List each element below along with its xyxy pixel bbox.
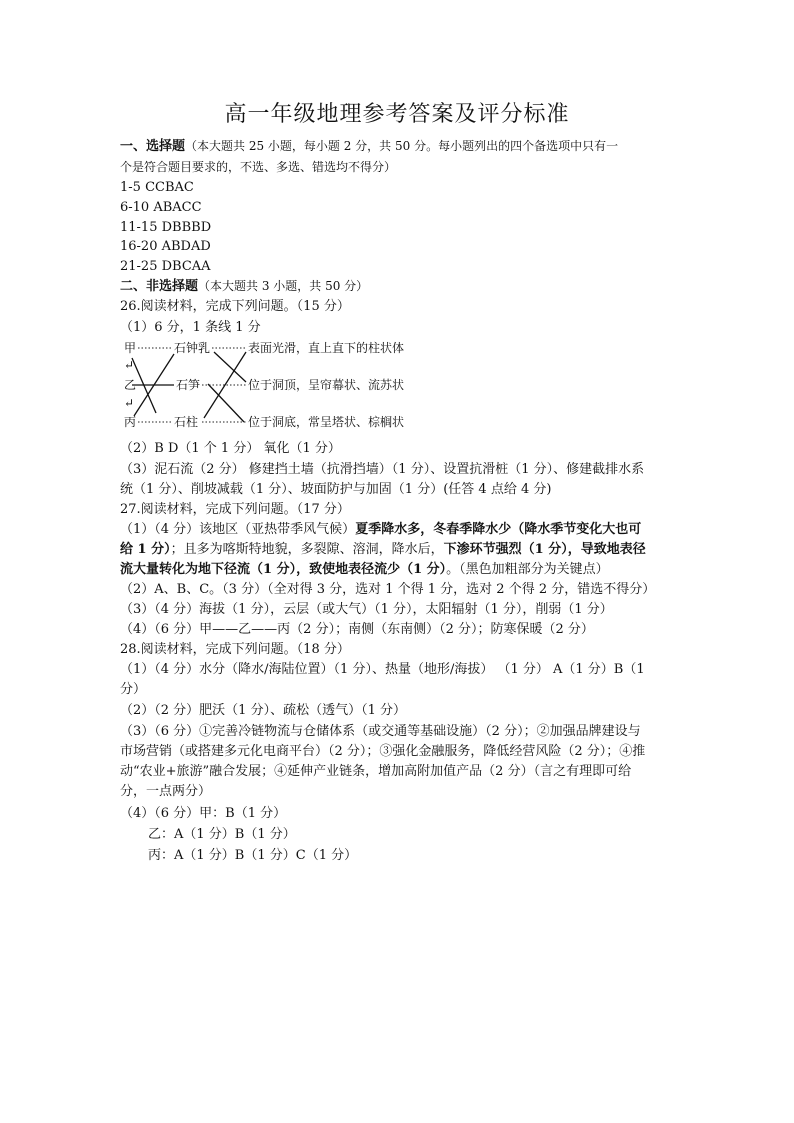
q26-part3-line1: （3）泥石流（2 分） 修建挡土墙（抗滑挡墙）（1 分）、设置抗滑桩（1 分）、修建截排水系 — [120, 462, 645, 477]
q27-part4: （4）（6 分）甲——乙——丙（2 分）；南侧（东南侧）（2 分）；防寒保暖（2 分） — [120, 622, 594, 637]
answer-line: 11-15 DBBBD — [120, 220, 212, 235]
q28-part3-line4: 分，一点两分） — [120, 784, 212, 799]
q28-part1-line1: （1）（4 分）水分（降水/海陆位置）（1 分）、热量（地形/海拔） （1 分） A（1 分）B（1 — [120, 662, 645, 677]
return-mark: ↵ — [124, 396, 135, 410]
return-mark: ↵ — [124, 358, 135, 372]
section2-note: （本大题共 3 小题，共 50 分） — [198, 279, 369, 293]
q27-part1-line2 — [120, 540, 646, 560]
q28-part3-line3: 动“农业+旅游”融合发展；④延伸产业链条，增加高附加值产品（2 分）（言之有理即可给 — [120, 764, 632, 779]
q28-part4-line1: （4）（6 分）甲：B（1 分） — [120, 806, 287, 821]
section1-heading: 一、选择题 — [120, 139, 186, 154]
answer-line: 6-10 ABACC — [120, 200, 202, 215]
q26-part3-line2: 统（1 分）、削坡减载（1 分）、坡面防护与加固（1 分）(任答 4 点给 4 分) — [120, 482, 552, 497]
section1-note-1: （本大题共 25 小题，每小题 2 分，共 50 分。每小题列出的四个备选项中只有一 — [185, 139, 619, 153]
section1-header-line1 — [120, 136, 618, 157]
q28-part2: （2）（2 分）肥沃（1 分）、疏松（透气）（1 分） — [120, 703, 406, 718]
q27-text: （1）（4 分）该地区（亚热带季风气候） — [120, 522, 356, 537]
q27-part1-line1 — [120, 520, 641, 540]
section1-note-2: 个是符合题目要求的，不选、多选、错选均不得分） — [120, 160, 397, 174]
q26-head: 26.阅读材料，完成下列问题。（15 分） — [120, 299, 350, 314]
q27-key-point: 下渗环节强烈（1 分），导致地表径 — [443, 542, 646, 557]
q27-key-point: 夏季降水多，冬春季降水少（降水季节变化大也可 — [355, 522, 642, 537]
q27-text: ；且多为喀斯特地貌，多裂隙、溶洞，降水后， — [170, 542, 444, 557]
q27-head: 27.阅读材料，完成下列问题。（17 分） — [120, 502, 350, 517]
q28-part3-line1: （3）（6 分）①完善冷链物流与仓储体系（或交通等基础设施）（2 分）；②加强品牌建设与 — [120, 724, 641, 739]
q27-part3: （3）（4 分）海拔（1 分），云层（或大气）（1 分），太阳辐射（1 分），削弱（1 分） — [120, 602, 613, 617]
diagram-mid-label: 石笋 — [176, 378, 201, 392]
answer-line: 1-5 CCBAC — [120, 180, 194, 195]
q28-part1-line2: 分） — [120, 682, 147, 697]
q27-text: 。（黑色加粗部分为关键点） — [446, 562, 609, 577]
q26-part2: （2）B D（1 个 1 分） 氧化（1 分） — [120, 441, 341, 456]
q27-part2: （2）A、B、C。（3 分）（全对得 3 分，选对 1 个得 1 分，选对 2 个得 2 分，错选不得分） — [120, 582, 656, 597]
diagram-right-label: 表面光滑，直上直下的柱状体 — [248, 341, 405, 355]
diagram-left-label: 丙 — [124, 415, 137, 429]
q28-part3-line2: 市场营销（或搭建多元化电商平台）（2 分）；③强化金融服务，降低经营风险（2 分）；④推 — [120, 744, 646, 759]
page-title: 高一年级地理参考答案及评分标准 — [224, 102, 570, 127]
diagram-left-label: 乙 — [124, 378, 137, 392]
matching-diagram — [118, 338, 448, 430]
diagram-mid-label: 石柱 — [174, 415, 199, 429]
diagram-left-label: 甲 — [124, 341, 137, 355]
q28-part4-line2: 乙：A（1 分）B（1 分） — [148, 827, 296, 842]
q28-part4-line3: 丙：A（1 分）B（1 分）C（1 分） — [148, 848, 358, 863]
answer-line: 21-25 DBCAA — [120, 259, 211, 274]
q27-part1-line3 — [120, 560, 609, 580]
diagram-mid-label: 石钟乳 — [174, 341, 211, 355]
section2-heading: 二、非选择题 — [120, 279, 199, 294]
diagram-right-label: 位于洞底，常呈塔状、棕榈状 — [248, 415, 405, 429]
diagram-right-label: 位于洞顶，呈帘幕状、流苏状 — [248, 378, 405, 392]
answer-line: 16-20 ABDAD — [120, 239, 211, 254]
q28-head: 28.阅读材料，完成下列问题。（18 分） — [120, 642, 350, 657]
q27-key-point: 流大量转化为地下径流（1 分），致使地表径流少（1 分） — [120, 562, 447, 577]
q26-part1: （1）6 分，1 条线 1 分 — [120, 320, 261, 335]
section2-header — [120, 276, 368, 297]
q27-key-point: 给 1 分） — [120, 542, 171, 557]
